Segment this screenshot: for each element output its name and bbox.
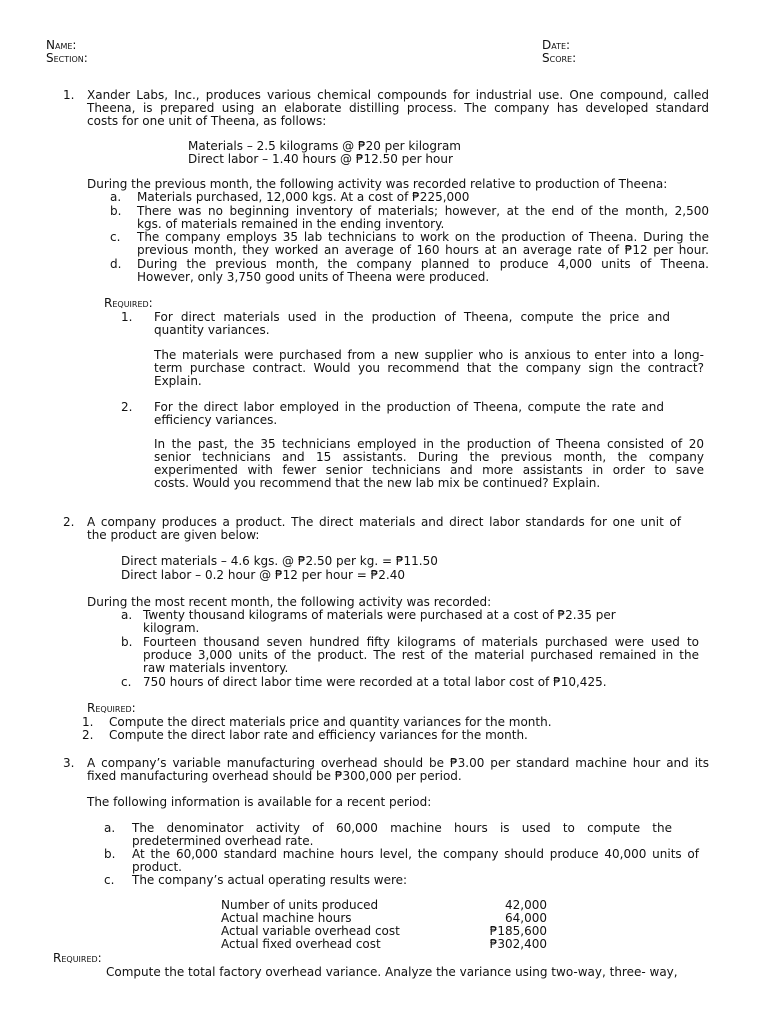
- activity-letter: b.: [121, 635, 133, 649]
- result-label: Actual variable overhead cost: [221, 924, 400, 938]
- requirement-line: term purchase contract. Would you recommend that the company sign the contract?: [154, 361, 704, 375]
- requirement-line: experimented with fewer senior technicians and more assistants in order to save: [154, 463, 704, 477]
- info-line: predetermined overhead rate.: [132, 834, 314, 848]
- result-value: ₱302,400: [489, 937, 547, 951]
- activity-line: previous month, they worked an average of 160 hours at an average rate of ₱12 per hour.: [137, 243, 709, 257]
- info-letter: b.: [104, 847, 116, 861]
- problem-1-standard: Materials – 2.5 kilograms @ ₱20 per kilogram: [188, 139, 461, 153]
- problem-3-info-intro: The following information is available for a recent period:: [87, 795, 432, 809]
- requirement-line: costs. Would you recommend that the new lab mix be continued? Explain.: [154, 476, 601, 490]
- problem-2-standard: Direct labor – 0.2 hour @ ₱12 per hour = ₱2.40: [121, 568, 405, 582]
- problem-3-required-text: Compute the total factory overhead variance. Analyze the variance using two-way, three- way,: [106, 965, 678, 979]
- requirement-line: Compute the direct materials price and quantity variances for the month.: [109, 715, 552, 729]
- info-line: The company’s actual operating results were:: [132, 873, 408, 887]
- result-value: ₱185,600: [489, 924, 547, 938]
- problem-1-intro-line: Xander Labs, Inc., produces various chemical compounds for industrial use. One compound, called: [87, 88, 709, 102]
- problem-2-number: 2.: [63, 515, 75, 529]
- activity-line: During the previous month, the company planned to produce 4,000 units of Theena.: [137, 257, 709, 271]
- section-label: Section:: [46, 51, 88, 65]
- problem-1-standard: Direct labor – 1.40 hours @ ₱12.50 per hour: [188, 152, 453, 166]
- info-line: product.: [132, 860, 182, 874]
- activity-line: There was no beginning inventory of materials; however, at the end of the month, 2,500: [137, 204, 709, 218]
- activity-line: produce 3,000 units of the product. The rest of the material purchased remained in the: [143, 648, 699, 662]
- activity-line: However, only 3,750 good units of Theena were produced.: [137, 270, 490, 284]
- problem-3-intro-line: A company’s variable manufacturing overhead should be ₱3.00 per standard machine hour and its: [87, 756, 709, 770]
- problem-3-intro-line: fixed manufacturing overhead should be ₱300,000 per period.: [87, 769, 462, 783]
- requirement-line: For direct materials used in the production of Theena, compute the price and: [154, 310, 670, 324]
- problem-1-required-label: Required:: [104, 296, 153, 310]
- result-label: Actual fixed overhead cost: [221, 937, 381, 951]
- problem-2-required-label: Required:: [87, 701, 136, 715]
- problem-1-intro-line: Theena, is prepared using an elaborate distilling process. The company has developed standard: [87, 101, 709, 115]
- problem-2-intro-line: A company produces a product. The direct materials and direct labor standards for one unit of: [87, 515, 681, 529]
- requirement-line: Explain.: [154, 374, 202, 388]
- name-label: Name:: [46, 38, 77, 52]
- activity-line: kilogram.: [143, 621, 200, 635]
- requirement-line: quantity variances.: [154, 323, 270, 337]
- requirement-line: For the direct labor employed in the production of Theena, compute the rate and: [154, 400, 664, 414]
- problem-2-activity-intro: During the most recent month, the following activity was recorded:: [87, 595, 492, 609]
- score-label: Score:: [542, 51, 577, 65]
- problem-1-intro-line: costs for one unit of Theena, as follows:: [87, 114, 327, 128]
- requirement-line: In the past, the 35 technicians employed in the production of Theena consisted of 20: [154, 437, 704, 451]
- requirement-number: 2.: [82, 728, 94, 742]
- activity-letter: c.: [110, 230, 121, 244]
- activity-letter: c.: [121, 675, 132, 689]
- result-value: 42,000: [505, 898, 547, 912]
- activity-line: Materials purchased, 12,000 kgs. At a cost of ₱225,000: [137, 190, 470, 204]
- requirement-number: 1.: [121, 310, 133, 324]
- result-value: 64,000: [505, 911, 547, 925]
- info-letter: a.: [104, 821, 116, 835]
- date-label: Date:: [542, 38, 571, 52]
- result-label: Number of units produced: [221, 898, 379, 912]
- activity-line: raw materials inventory.: [143, 661, 289, 675]
- requirement-line: Compute the direct labor rate and efficiency variances for the month.: [109, 728, 528, 742]
- requirement-line: senior technicians and 15 assistants. During the previous month, the company: [154, 450, 704, 464]
- problem-1-number: 1.: [63, 88, 75, 102]
- problem-2-intro-line: the product are given below:: [87, 528, 260, 542]
- requirement-line: The materials were purchased from a new supplier who is anxious to enter into a long-: [154, 348, 704, 362]
- activity-line: kgs. of materials remained in the ending inventory.: [137, 217, 445, 231]
- activity-letter: a.: [121, 608, 133, 622]
- result-label: Actual machine hours: [221, 911, 352, 925]
- requirement-number: 2.: [121, 400, 133, 414]
- activity-line: Twenty thousand kilograms of materials were purchased at a cost of ₱2.35 per: [143, 608, 616, 622]
- activity-line: 750 hours of direct labor time were recorded at a total labor cost of ₱10,425.: [143, 675, 607, 689]
- activity-letter: a.: [110, 190, 122, 204]
- problem-1-activity-intro: During the previous month, the following activity was recorded relative to production of Theena:: [87, 177, 668, 191]
- problem-3-number: 3.: [63, 756, 75, 770]
- problem-2-standard: Direct materials – 4.6 kgs. @ ₱2.50 per kg. = ₱11.50: [121, 554, 438, 568]
- info-line: At the 60,000 standard machine hours level, the company should produce 40,000 units of: [132, 847, 699, 861]
- activity-letter: d.: [110, 257, 122, 271]
- info-letter: c.: [104, 873, 115, 887]
- activity-line: The company employs 35 lab technicians to work on the production of Theena. During the: [137, 230, 709, 244]
- requirement-number: 1.: [82, 715, 94, 729]
- activity-letter: b.: [110, 204, 122, 218]
- problem-3-required-label: Required:: [53, 951, 102, 965]
- requirement-line: efficiency variances.: [154, 413, 278, 427]
- activity-line: Fourteen thousand seven hundred fifty kilograms of materials purchased were used to: [143, 635, 699, 649]
- info-line: The denominator activity of 60,000 machine hours is used to compute the: [132, 821, 672, 835]
